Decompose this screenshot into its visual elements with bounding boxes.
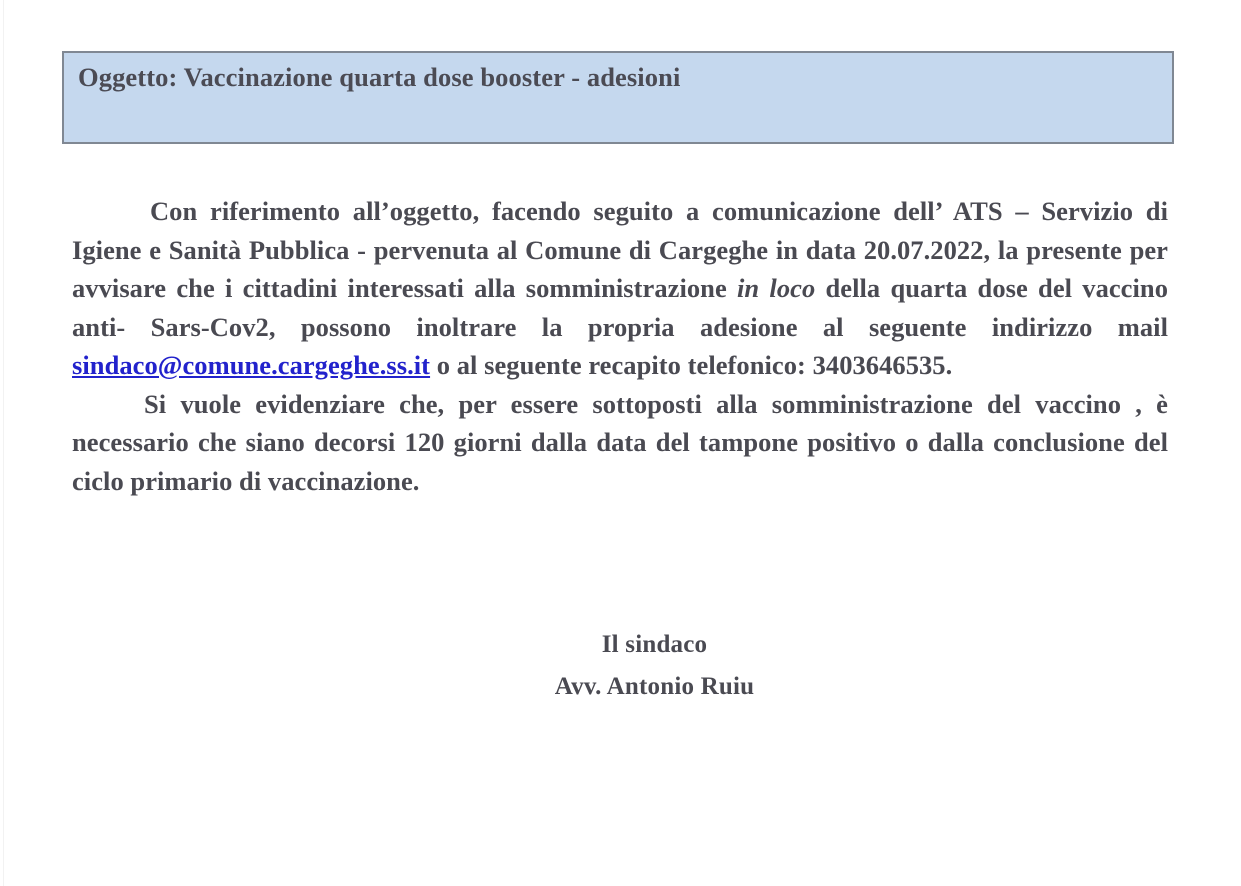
paragraph-1-part-1: Con riferimento all’oggetto, facendo seguito a comunicazione dell’ ATS – Servizio di Igiene e Sanità Pubblica - pervenuta al Comune di Cargeghe in data 20.07.2022, la presente per avvisare che i cittadini interessati alla somministrazione (72, 196, 1168, 303)
paragraph-1-emphasis: in loco (737, 273, 816, 303)
subject-line: Oggetto: Vaccinazione quarta dose booster - adesioni (78, 62, 681, 92)
signature-name: Avv. Antonio Ruiu (554, 673, 755, 700)
signature-block (0, 624, 1241, 708)
body-paragraph-1 (72, 192, 1168, 385)
subject-banner (62, 51, 1174, 144)
paragraph-1-part-3: o al seguente recapito telefonico: (430, 350, 813, 380)
body-paragraph-2 (72, 385, 1168, 501)
letter-body (72, 192, 1168, 500)
phone-number: 3403646535. (812, 350, 953, 380)
email-link[interactable]: sindaco@comune.cargeghe.ss.it (72, 350, 431, 380)
paragraph-1-part-2: della quarta dose del vaccino anti- Sars-Cov2, possono inoltrare la propria adesione al seguente indirizzo mail (72, 273, 1168, 342)
paragraph-2-text: Si vuole evidenziare che, per essere sottoposti alla somministrazione del vaccino , è necessario che siano decorsi 120 giorni dalla data del tampone positivo o dalla conclusione del ciclo primario di vaccinazione. (72, 388, 1168, 496)
signature-role: Il sindaco (601, 631, 708, 658)
